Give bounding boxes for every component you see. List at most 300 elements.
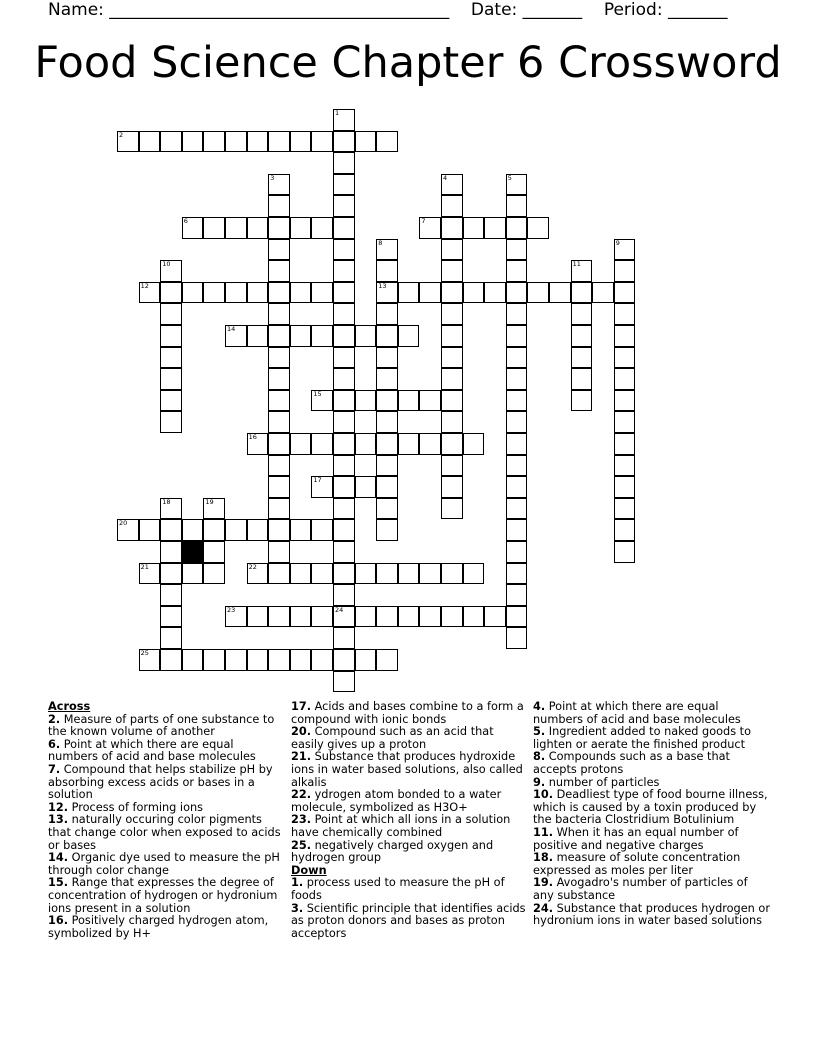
clue-number-label: 14. — [48, 851, 69, 865]
grid-cell[interactable] — [441, 260, 463, 282]
grid-cell[interactable] — [160, 606, 182, 628]
grid-cell[interactable] — [376, 390, 398, 412]
grid-cell[interactable] — [268, 260, 290, 282]
grid-cell[interactable] — [333, 606, 355, 628]
grid-cell[interactable] — [398, 433, 420, 455]
grid-cell[interactable] — [268, 303, 290, 325]
grid-cell[interactable] — [441, 195, 463, 217]
grid-cell[interactable] — [506, 627, 528, 649]
grid-cell[interactable] — [333, 368, 355, 390]
grid-cell[interactable] — [614, 239, 636, 261]
grid-cell[interactable] — [506, 563, 528, 585]
grid-cell[interactable] — [506, 174, 528, 196]
clue-item — [533, 903, 771, 928]
clue-item — [48, 764, 286, 802]
grid-cell[interactable] — [268, 476, 290, 498]
grid-cell[interactable] — [463, 217, 485, 239]
clue-number-label: 3. — [291, 901, 304, 915]
grid-cell[interactable] — [506, 282, 528, 304]
grid-cell[interactable] — [311, 390, 333, 412]
grid-cell[interactable] — [355, 476, 377, 498]
grid-cell[interactable] — [506, 584, 528, 606]
grid-cell[interactable] — [182, 217, 204, 239]
grid-cell[interactable] — [376, 649, 398, 671]
grid-cell[interactable] — [376, 239, 398, 261]
grid-cell[interactable] — [441, 325, 463, 347]
grid-cell[interactable] — [290, 519, 312, 541]
grid-cell[interactable] — [225, 606, 247, 628]
grid-cell[interactable] — [506, 411, 528, 433]
grid-cell[interactable] — [419, 282, 441, 304]
grid-cell[interactable] — [160, 541, 182, 563]
grid-cell[interactable] — [268, 217, 290, 239]
grid-cell[interactable] — [160, 519, 182, 541]
grid-cell[interactable] — [290, 606, 312, 628]
grid-cell[interactable] — [506, 519, 528, 541]
grid-cell[interactable] — [506, 498, 528, 520]
grid-cell[interactable] — [333, 131, 355, 153]
grid-cell[interactable] — [268, 325, 290, 347]
clue-text: Scientific principle that identifies acids as proton donors and bases as proton acceptors — [291, 901, 526, 940]
grid-cell[interactable] — [268, 282, 290, 304]
grid-cell[interactable] — [333, 519, 355, 541]
grid-cell[interactable] — [290, 433, 312, 455]
black-cell — [182, 541, 204, 563]
grid-cell[interactable] — [333, 195, 355, 217]
clue-number-label: 20. — [291, 725, 312, 739]
grid-cell[interactable] — [160, 498, 182, 520]
grid-cell[interactable] — [441, 455, 463, 477]
grid-cell[interactable] — [571, 282, 593, 304]
clue-item — [48, 814, 286, 852]
grid-cell[interactable] — [506, 433, 528, 455]
clue-number: 1 — [335, 109, 340, 117]
clue-number: 20 — [119, 519, 128, 528]
grid-cell[interactable] — [268, 649, 290, 671]
grid-cell[interactable] — [614, 498, 636, 520]
clue-item — [533, 751, 771, 776]
clue-number-label: 16. — [48, 914, 69, 928]
clue-number-label: 23. — [291, 813, 312, 827]
name-field[interactable]: Name: ________________________________________ — [48, 0, 450, 20]
grid-cell[interactable] — [398, 563, 420, 585]
grid-cell[interactable] — [182, 282, 204, 304]
grid-cell[interactable] — [355, 606, 377, 628]
grid-cell[interactable] — [203, 519, 225, 541]
grid-cell[interactable] — [355, 131, 377, 153]
clue-item — [533, 789, 771, 827]
grid-cell[interactable] — [333, 239, 355, 261]
grid-cell[interactable] — [333, 563, 355, 585]
grid-cell[interactable] — [225, 131, 247, 153]
grid-cell[interactable] — [441, 390, 463, 412]
grid-cell[interactable] — [160, 282, 182, 304]
grid-cell[interactable] — [139, 131, 161, 153]
grid-cell[interactable] — [333, 109, 355, 131]
clue-number-label: 4. — [533, 700, 546, 713]
grid-cell[interactable] — [311, 563, 333, 585]
grid-cell[interactable] — [333, 411, 355, 433]
grid-cell[interactable] — [311, 606, 333, 628]
grid-cell[interactable] — [441, 476, 463, 498]
grid-cell[interactable] — [117, 519, 139, 541]
clue-text: ydrogen atom bonded to a water molecule, symbolized as H3O+ — [291, 788, 502, 814]
clue-number-label: 10. — [533, 788, 554, 802]
grid-cell[interactable] — [484, 282, 506, 304]
grid-cell[interactable] — [506, 217, 528, 239]
grid-cell[interactable] — [268, 498, 290, 520]
grid-cell[interactable] — [441, 347, 463, 369]
grid-cell[interactable] — [311, 649, 333, 671]
grid-cell[interactable] — [160, 325, 182, 347]
clue-number: 9 — [615, 238, 620, 247]
grid-cell[interactable] — [247, 519, 269, 541]
grid-cell[interactable] — [441, 174, 463, 196]
grid-cell[interactable] — [290, 649, 312, 671]
clue-text: Deadliest type of food bourne illness, which is caused by a toxin produced by the bacteria Clostridium Botulinium — [533, 788, 768, 827]
clue-number-label: 12. — [48, 800, 69, 814]
grid-cell[interactable] — [225, 519, 247, 541]
grid-cell[interactable] — [376, 433, 398, 455]
clue-number-label: 24. — [533, 901, 554, 915]
grid-cell[interactable] — [247, 649, 269, 671]
grid-cell[interactable] — [463, 606, 485, 628]
grid-cell[interactable] — [398, 282, 420, 304]
grid-cell[interactable] — [160, 368, 182, 390]
clue-text: Point at which there are equal numbers of acid and base molecules — [533, 700, 741, 726]
across-heading: Across — [48, 700, 91, 713]
grid-cell[interactable] — [182, 519, 204, 541]
page-title: Food Science Chapter 6 Crossword — [34, 38, 782, 88]
grid-cell[interactable] — [506, 606, 528, 628]
grid-cell[interactable] — [376, 131, 398, 153]
grid-cell[interactable] — [506, 325, 528, 347]
grid-cell[interactable] — [614, 260, 636, 282]
clue-number: 13 — [378, 281, 387, 290]
clue-text: Range that expresses the degree of concentration of hydrogen or hydronium ions present in a solution — [48, 876, 278, 915]
clue-number: 8 — [378, 238, 383, 247]
grid-cell[interactable] — [571, 303, 593, 325]
grid-cell[interactable] — [355, 325, 377, 347]
grid-cell[interactable] — [333, 347, 355, 369]
clue-column-3 — [533, 701, 771, 928]
grid-cell[interactable] — [376, 260, 398, 282]
grid-cell[interactable] — [203, 498, 225, 520]
grid-cell[interactable] — [506, 195, 528, 217]
grid-cell[interactable] — [376, 606, 398, 628]
grid-cell[interactable] — [117, 131, 139, 153]
grid-cell[interactable] — [333, 584, 355, 606]
grid-cell[interactable] — [247, 325, 269, 347]
grid-cell[interactable] — [571, 390, 593, 412]
grid-cell[interactable] — [463, 433, 485, 455]
grid-cell[interactable] — [268, 606, 290, 628]
grid-cell[interactable] — [268, 455, 290, 477]
grid-cell[interactable] — [398, 606, 420, 628]
clue-number-label: 7. — [48, 762, 61, 776]
grid-cell[interactable] — [376, 303, 398, 325]
clue-number-label: 13. — [48, 813, 69, 827]
grid-cell[interactable] — [139, 563, 161, 585]
grid-cell[interactable] — [333, 303, 355, 325]
grid-cell[interactable] — [376, 498, 398, 520]
grid-cell[interactable] — [247, 282, 269, 304]
clue-number: 5 — [507, 173, 512, 182]
grid-cell[interactable] — [333, 325, 355, 347]
clue-text: number of particles — [545, 775, 660, 789]
grid-cell[interactable] — [463, 563, 485, 585]
clue-text: Substance that produces hydroxide ions in water based solutions, also called alkalis — [291, 750, 523, 789]
grid-cell[interactable] — [203, 649, 225, 671]
grid-cell[interactable] — [160, 347, 182, 369]
grid-cell[interactable] — [268, 174, 290, 196]
clue-number: 10 — [162, 260, 171, 269]
grid-cell[interactable] — [333, 541, 355, 563]
grid-cell[interactable] — [311, 476, 333, 498]
grid-cell[interactable] — [571, 325, 593, 347]
grid-cell[interactable] — [290, 325, 312, 347]
grid-cell[interactable] — [333, 282, 355, 304]
grid-cell[interactable] — [614, 368, 636, 390]
grid-cell[interactable] — [311, 433, 333, 455]
grid-cell[interactable] — [441, 563, 463, 585]
date-field[interactable]: Date: _______ — [470, 0, 583, 20]
grid-cell[interactable] — [355, 390, 377, 412]
grid-cell[interactable] — [419, 433, 441, 455]
grid-cell[interactable] — [268, 347, 290, 369]
grid-cell[interactable] — [160, 260, 182, 282]
grid-cell[interactable] — [441, 498, 463, 520]
clue-number-label: 5. — [533, 725, 546, 739]
grid-cell[interactable] — [139, 282, 161, 304]
grid-cell[interactable] — [247, 131, 269, 153]
grid-cell[interactable] — [333, 455, 355, 477]
clue-number-label: 15. — [48, 876, 69, 890]
grid-cell[interactable] — [592, 282, 614, 304]
clue-item — [291, 840, 529, 865]
grid-cell[interactable] — [441, 433, 463, 455]
grid-cell[interactable] — [203, 563, 225, 585]
grid-cell[interactable] — [182, 563, 204, 585]
grid-cell[interactable] — [268, 368, 290, 390]
grid-cell[interactable] — [506, 239, 528, 261]
grid-cell[interactable] — [614, 411, 636, 433]
grid-cell[interactable] — [484, 217, 506, 239]
clue-text: When it has an equal number of positive and negative charges — [533, 825, 739, 852]
grid-cell[interactable] — [225, 649, 247, 671]
grid-cell[interactable] — [614, 541, 636, 563]
grid-cell[interactable] — [203, 217, 225, 239]
grid-cell[interactable] — [333, 217, 355, 239]
clue-number: 4 — [443, 173, 448, 182]
clue-text: Compounds such as a base that accepts protons — [533, 750, 730, 776]
clue-item — [533, 852, 771, 877]
grid-cell[interactable] — [614, 325, 636, 347]
grid-cell[interactable] — [527, 282, 549, 304]
clue-item — [291, 726, 529, 751]
grid-cell[interactable] — [441, 239, 463, 261]
clue-text: naturally occuring color pigments that change color when exposed to acids or bases — [48, 813, 281, 852]
grid-cell[interactable] — [376, 455, 398, 477]
grid-cell[interactable] — [139, 519, 161, 541]
clue-number: 2 — [119, 130, 124, 139]
grid-cell[interactable] — [225, 217, 247, 239]
grid-cell[interactable] — [268, 541, 290, 563]
grid-cell[interactable] — [506, 541, 528, 563]
grid-cell[interactable] — [333, 433, 355, 455]
grid-cell[interactable] — [160, 390, 182, 412]
grid-cell[interactable] — [376, 476, 398, 498]
grid-cell[interactable] — [160, 303, 182, 325]
grid-cell[interactable] — [614, 303, 636, 325]
grid-cell[interactable] — [311, 325, 333, 347]
grid-cell[interactable] — [419, 217, 441, 239]
grid-cell[interactable] — [614, 476, 636, 498]
grid-cell[interactable] — [527, 217, 549, 239]
grid-cell[interactable] — [506, 368, 528, 390]
grid-cell[interactable] — [203, 131, 225, 153]
grid-cell[interactable] — [571, 347, 593, 369]
grid-cell[interactable] — [333, 476, 355, 498]
grid-cell[interactable] — [311, 217, 333, 239]
grid-cell[interactable] — [333, 649, 355, 671]
grid-cell[interactable] — [376, 347, 398, 369]
grid-cell[interactable] — [333, 260, 355, 282]
grid-cell[interactable] — [182, 131, 204, 153]
grid-cell[interactable] — [614, 282, 636, 304]
clue-number: 16 — [248, 433, 257, 441]
clue-text: Compound such as an acid that easily gives up a proton — [291, 725, 494, 751]
grid-cell[interactable] — [268, 411, 290, 433]
clue-number: 22 — [248, 562, 257, 571]
grid-cell[interactable] — [376, 325, 398, 347]
grid-cell[interactable] — [160, 411, 182, 433]
grid-cell[interactable] — [290, 131, 312, 153]
grid-cell[interactable] — [333, 627, 355, 649]
grid-cell[interactable] — [441, 282, 463, 304]
grid-cell[interactable] — [506, 347, 528, 369]
grid-cell[interactable] — [290, 217, 312, 239]
grid-cell[interactable] — [376, 411, 398, 433]
clue-text: Point at which there are equal numbers of acid and base molecules — [48, 737, 256, 764]
grid-cell[interactable] — [419, 606, 441, 628]
grid-cell[interactable] — [614, 519, 636, 541]
grid-cell[interactable] — [311, 131, 333, 153]
grid-cell[interactable] — [333, 671, 355, 693]
grid-cell[interactable] — [506, 303, 528, 325]
grid-cell[interactable] — [160, 584, 182, 606]
grid-cell[interactable] — [506, 476, 528, 498]
grid-cell[interactable] — [398, 325, 420, 347]
clue-column-2 — [291, 701, 529, 940]
clue-text: Organic dye used to measure the pH through color change — [48, 851, 280, 877]
grid-cell[interactable] — [441, 606, 463, 628]
grid-cell[interactable] — [225, 325, 247, 347]
clue-number-label: 11. — [533, 825, 554, 839]
grid-cell[interactable] — [463, 282, 485, 304]
grid-cell[interactable] — [355, 563, 377, 585]
grid-cell[interactable] — [376, 368, 398, 390]
grid-cell[interactable] — [268, 131, 290, 153]
clue-number-label: 18. — [533, 851, 554, 865]
grid-cell[interactable] — [355, 649, 377, 671]
grid-cell[interactable] — [247, 217, 269, 239]
grid-cell[interactable] — [268, 563, 290, 585]
grid-cell[interactable] — [160, 563, 182, 585]
grid-cell[interactable] — [506, 260, 528, 282]
clue-number: 23 — [227, 605, 236, 614]
clue-text: Compound that helps stabilize pH by absorbing excess acids or bases in a solution — [48, 762, 273, 802]
grid-cell[interactable] — [203, 282, 225, 304]
grid-cell[interactable] — [268, 519, 290, 541]
grid-cell[interactable] — [268, 433, 290, 455]
grid-cell[interactable] — [333, 152, 355, 174]
grid-cell[interactable] — [614, 433, 636, 455]
grid-cell[interactable] — [268, 390, 290, 412]
grid-cell[interactable] — [571, 260, 593, 282]
grid-cell[interactable] — [571, 368, 593, 390]
period-field[interactable]: Period: _______ — [603, 0, 728, 20]
grid-cell[interactable] — [160, 627, 182, 649]
clue-number-label: 1. — [291, 876, 304, 890]
grid-cell[interactable] — [419, 563, 441, 585]
grid-cell[interactable] — [268, 239, 290, 261]
grid-cell[interactable] — [355, 433, 377, 455]
grid-cell[interactable] — [247, 606, 269, 628]
clue-item — [533, 701, 771, 726]
grid-cell[interactable] — [376, 519, 398, 541]
grid-cell[interactable] — [160, 649, 182, 671]
grid-cell[interactable] — [225, 282, 247, 304]
grid-cell[interactable] — [441, 303, 463, 325]
grid-cell[interactable] — [333, 174, 355, 196]
grid-cell[interactable] — [268, 195, 290, 217]
grid-cell[interactable] — [203, 541, 225, 563]
clue-number-label: 2. — [48, 712, 61, 726]
grid-cell[interactable] — [247, 433, 269, 455]
grid-cell[interactable] — [484, 606, 506, 628]
grid-cell[interactable] — [333, 498, 355, 520]
clue-item — [533, 877, 771, 902]
grid-cell[interactable] — [441, 217, 463, 239]
grid-cell[interactable] — [419, 390, 441, 412]
grid-cell[interactable] — [290, 563, 312, 585]
grid-cell[interactable] — [614, 390, 636, 412]
grid-cell[interactable] — [139, 649, 161, 671]
grid-cell[interactable] — [247, 563, 269, 585]
grid-cell[interactable] — [290, 282, 312, 304]
grid-cell[interactable] — [506, 455, 528, 477]
grid-cell[interactable] — [160, 131, 182, 153]
grid-cell[interactable] — [182, 649, 204, 671]
grid-cell[interactable] — [441, 368, 463, 390]
grid-cell[interactable] — [614, 347, 636, 369]
grid-cell[interactable] — [376, 563, 398, 585]
grid-cell[interactable] — [398, 390, 420, 412]
grid-cell[interactable] — [333, 390, 355, 412]
grid-cell[interactable] — [614, 455, 636, 477]
clue-item — [291, 903, 529, 941]
grid-cell[interactable] — [311, 519, 333, 541]
grid-cell[interactable] — [441, 411, 463, 433]
grid-cell[interactable] — [506, 390, 528, 412]
grid-cell[interactable] — [311, 282, 333, 304]
clue-item — [48, 714, 286, 739]
grid-cell[interactable] — [549, 282, 571, 304]
clue-number: 15 — [313, 389, 322, 398]
grid-cell[interactable] — [376, 282, 398, 304]
clue-text: Positively charged hydrogen atom, symbolized by H+ — [48, 914, 269, 940]
